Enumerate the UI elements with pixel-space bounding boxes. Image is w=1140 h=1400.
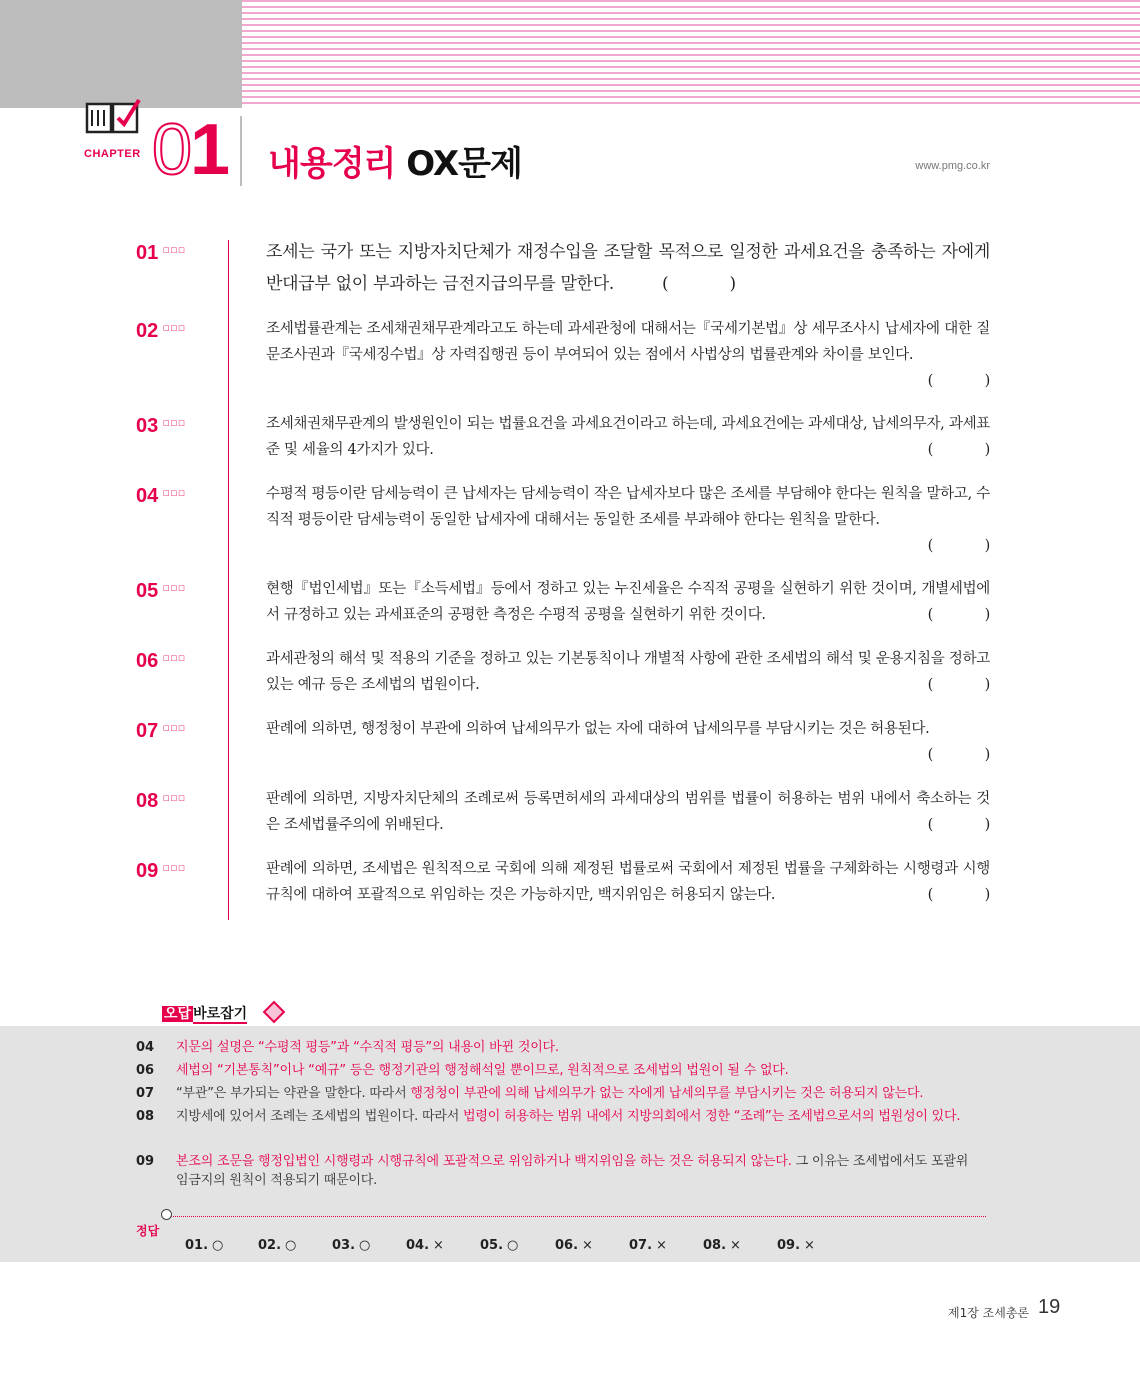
check-boxes-icon: □□□ — [163, 794, 186, 802]
answer-text: 세법의 “기본통칙”이나 “예규” 등은 행정기관의 행정해석일 뿐이므로, 원칙적으로 조세법의 법원이 될 수 없다. — [176, 1063, 789, 1078]
answer-blank: ( ) — [927, 677, 990, 693]
check-boxes-icon: □□□ — [163, 246, 186, 254]
answer-blank: ( ) — [927, 607, 990, 623]
answer-text: 지문의 설명은 “수평적 평등”과 “수직적 평등”의 내용이 바뀐 것이다. — [176, 1040, 559, 1055]
header-stripes — [242, 0, 1140, 108]
question-number: 03 — [136, 415, 159, 437]
jeongdap-item: 02. ○ — [258, 1238, 297, 1253]
chapter-label: CHAPTER — [84, 148, 141, 160]
answer-blank: ( ) — [927, 817, 990, 833]
header-gray-block — [0, 0, 242, 108]
question-number: 04 — [136, 485, 159, 507]
chapter-number: 01 — [152, 110, 229, 190]
answer-number: 06 — [136, 1063, 155, 1078]
question-text: 판례에 의하면, 조세법은 원칙적으로 국회에 의해 제정된 법률로써 국회에서 제정된 법률을 구체화하는 시행령과 시행규칙에 대하여 포괄적으로 위임하는 것은 가능하지만, 백지위임은 허용되지 않는다. ( ) — [266, 856, 990, 908]
diamond-icon — [263, 1001, 286, 1024]
jeongdap-item: 09. × — [777, 1238, 815, 1253]
question-text: 조세채권채무관계의 발생원인이 되는 법률요건을 과세요건이라고 하는데, 과세요건에는 과세대상, 납세의무자, 과세표준 및 세율의 4가지가 있다. ( ) — [266, 411, 990, 463]
question-text: 과세관청의 해석 및 적용의 기준을 정하고 있는 기본통칙이나 개별적 사항에 관한 조세법의 해석 및 운용지침을 정하고 있는 예규 등은 조세법의 법원이다. ( ) — [266, 646, 990, 698]
answer-number: 04 — [136, 1040, 155, 1055]
question-rule — [228, 240, 229, 920]
dotted-rule — [166, 1216, 986, 1217]
check-boxes-icon: □□□ — [163, 419, 186, 427]
check-boxes-icon: □□□ — [163, 864, 186, 872]
answer-text: 본조의 조문을 행정입법인 시행령과 시행규칙에 포괄적으로 위임하거나 백지위임을 하는 것은 허용되지 않는다. 그 이유는 조세법에서도 포괄위임금지의 원칙이 적용되기 때문이다. — [176, 1154, 969, 1188]
page-number: 19 — [1038, 1296, 1061, 1318]
check-boxes-icon: □□□ — [163, 489, 186, 497]
answer-blank: ( ) — [661, 274, 736, 294]
answer-number: 09 — [136, 1154, 155, 1169]
jeongdap-label: 정답 — [136, 1224, 160, 1238]
jeongdap-item: 05. ○ — [480, 1238, 519, 1253]
question-number: 07 — [136, 720, 159, 742]
book-check-icon — [84, 94, 142, 138]
answer-text: “부관”은 부가되는 약관을 말한다. 따라서 행정청이 부관에 의해 납세의무가 없는 자에게 납세의무를 부담시키는 것은 허용되지 않는다. — [176, 1086, 924, 1101]
jeongdap-item: 06. × — [555, 1238, 593, 1253]
jeongdap-item: 03. ○ — [332, 1238, 371, 1253]
question-text: 조세는 국가 또는 지방자치단체가 재정수입을 조달할 목적으로 일정한 과세요건을 충족하는 자에게 반대급부 없이 부과하는 금전지급의무를 말한다. ( ) — [266, 242, 990, 294]
check-boxes-icon: □□□ — [163, 324, 186, 332]
check-boxes-icon: □□□ — [163, 724, 186, 732]
check-boxes-icon: □□□ — [163, 654, 186, 662]
footer-chapter: 제1장 조세총론 — [948, 1306, 1030, 1320]
site-url: www.pmg.co.kr — [915, 160, 990, 172]
jeongdap-item: 04. × — [406, 1238, 444, 1253]
question-text: 수평적 평등이란 담세능력이 큰 납세자는 담세능력이 작은 납세자보다 많은 조세를 부담해야 한다는 원칙을 말하고, 수직적 평등이란 담세능력이 동일한 납세자에 대해서는 동일한 조세를 부과해야 한다는 원칙을 말한다. ( ) — [266, 481, 990, 559]
question-number: 05 — [136, 580, 159, 602]
question-number: 08 — [136, 790, 159, 812]
answer-blank: ( ) — [927, 887, 990, 903]
answer-number: 07 — [136, 1086, 155, 1101]
jeongdap-item: 01. ○ — [185, 1238, 224, 1253]
question-number: 02 — [136, 320, 159, 342]
jeongdap-item: 08. × — [703, 1238, 741, 1253]
question-text: 조세법률관계는 조세채권채무관계라고도 하는데 과세관청에 대해서는『국세기본법』상 세무조사시 납세자에 대한 질문조사권과『국세징수법』상 자력집행권 등이 부여되어 있는 점에서 사법상의 법률관계와 차이를 보인다. ( ) — [266, 316, 990, 394]
question-text: 판례에 의하면, 행정청이 부관에 의하여 납세의무가 없는 자에 대하여 납세의무를 부담시키는 것은 허용된다. ( ) — [266, 716, 990, 768]
question-number: 06 — [136, 650, 159, 672]
answer-text: 지방세에 있어서 조례는 조세법의 법원이다. 따라서 법령이 허용하는 범위 내에서 지방의회에서 정한 “조례”는 조세법으로서의 법원성이 있다. — [176, 1109, 961, 1124]
answer-blank: ( ) — [927, 442, 990, 458]
question-text: 현행『법인세법』또는『소득세법』등에서 정하고 있는 누진세율은 수직적 공평을 실현하기 위한 것이며, 개별세법에서 규정하고 있는 과세표준의 공평한 측정은 수평적 공평을 실현하기 위한 것이다. ( ) — [266, 576, 990, 628]
check-boxes-icon: □□□ — [163, 584, 186, 592]
answer-blank: ( ) — [927, 373, 990, 389]
question-text: 판례에 의하면, 지방자치단체의 조례로써 등록면허세의 과세대상의 범위를 법률이 허용하는 범위 내에서 축소하는 것은 조세법률주의에 위배된다. ( ) — [266, 786, 990, 838]
circle-marker-icon — [161, 1209, 172, 1220]
jeongdap-item: 07. × — [629, 1238, 667, 1253]
page-title: 내용정리 OX문제 — [268, 144, 522, 184]
answer-blank: ( ) — [927, 747, 990, 763]
header-divider — [240, 116, 242, 186]
answer-number: 08 — [136, 1109, 155, 1124]
question-number: 01 — [136, 242, 159, 264]
question-number: 09 — [136, 860, 159, 882]
answer-blank: ( ) — [927, 538, 990, 554]
answer-title: 오답 바로잡기 — [164, 1006, 248, 1022]
